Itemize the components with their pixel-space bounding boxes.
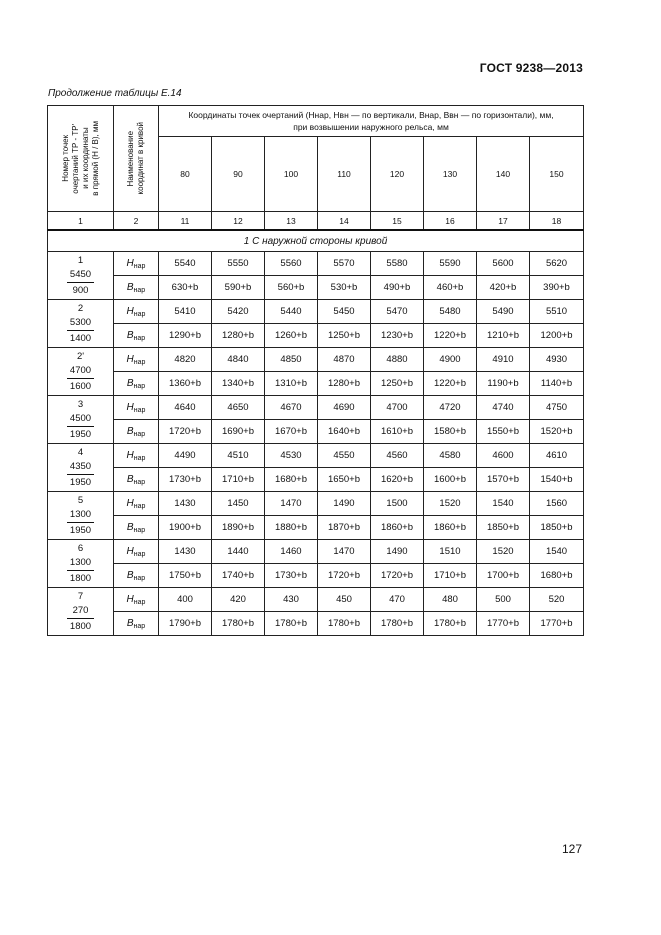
point-id: 6 <box>77 543 84 554</box>
elevation-header: 110 <box>318 137 371 212</box>
straight-h: 1300 <box>67 508 94 523</box>
coord-subscript: нар <box>133 334 146 342</box>
coordinate-label-h <box>114 396 159 420</box>
straight-b: 1800 <box>69 621 92 632</box>
straight-h: 1300 <box>67 556 94 571</box>
value-cell: 530+b <box>318 276 371 300</box>
header-coordinate-names-text: Наименование координат в кривой <box>126 122 145 195</box>
header-coordinates-line1: Координаты точек очертаний (Hнар, Hвн — по вертикали, Bнар, Bвн — по горизонтали), мм, <box>188 110 554 121</box>
table-caption: Продолжение таблицы Е.14 <box>48 88 182 99</box>
value-cell: 1900+b <box>159 516 212 540</box>
elevation-header: 100 <box>265 137 318 212</box>
coordinate-label-h <box>114 300 159 324</box>
value-cell: 1750+b <box>159 564 212 588</box>
table-row <box>48 276 584 300</box>
table-row <box>48 324 584 348</box>
value-cell: 1850+b <box>477 516 530 540</box>
coord-letter: B <box>126 569 134 581</box>
column-number: 11 <box>159 212 212 231</box>
straight-h: 5450 <box>67 268 94 283</box>
coordinate-label-h <box>114 444 159 468</box>
value-cell: 1860+b <box>371 516 424 540</box>
value-cell: 5590 <box>424 252 477 276</box>
value-cell: 5470 <box>371 300 424 324</box>
table-row <box>48 540 584 564</box>
coordinate-label-h <box>114 492 159 516</box>
point-cell <box>48 444 114 492</box>
value-cell: 4910 <box>477 348 530 372</box>
value-cell: 1250+b <box>318 324 371 348</box>
straight-b: 1600 <box>69 381 92 392</box>
value-cell: 4700 <box>371 396 424 420</box>
coord-letter: B <box>126 473 134 485</box>
value-cell: 1220+b <box>424 324 477 348</box>
value-cell: 1540 <box>530 540 584 564</box>
value-cell: 1230+b <box>371 324 424 348</box>
table-row <box>48 492 584 516</box>
value-cell: 1310+b <box>265 372 318 396</box>
value-cell: 1210+b <box>477 324 530 348</box>
value-cell: 5410 <box>159 300 212 324</box>
value-cell: 1510 <box>424 540 477 564</box>
value-cell: 4550 <box>318 444 371 468</box>
value-cell: 1780+b <box>371 612 424 636</box>
value-cell: 4640 <box>159 396 212 420</box>
value-cell: 5510 <box>530 300 584 324</box>
coordinate-label-b <box>114 276 159 300</box>
value-cell: 4750 <box>530 396 584 420</box>
value-cell: 1770+b <box>477 612 530 636</box>
value-cell: 4670 <box>265 396 318 420</box>
value-cell: 1540+b <box>530 468 584 492</box>
value-cell: 1430 <box>159 540 212 564</box>
straight-coordinates <box>67 268 94 297</box>
value-cell: 1780+b <box>265 612 318 636</box>
coord-letter: H <box>126 497 134 509</box>
straight-h: 4700 <box>67 364 94 379</box>
value-cell: 1680+b <box>265 468 318 492</box>
value-cell: 1650+b <box>318 468 371 492</box>
value-cell: 1720+b <box>159 420 212 444</box>
column-number: 17 <box>477 212 530 231</box>
straight-b: 1950 <box>69 525 92 536</box>
value-cell: 4840 <box>212 348 265 372</box>
value-cell: 1260+b <box>265 324 318 348</box>
coord-subscript: нар <box>133 430 146 438</box>
value-cell: 1220+b <box>424 372 477 396</box>
value-cell: 460+b <box>424 276 477 300</box>
value-cell: 1470 <box>318 540 371 564</box>
straight-b: 1400 <box>69 333 92 344</box>
value-cell: 5620 <box>530 252 584 276</box>
straight-h: 270 <box>67 604 94 619</box>
value-cell: 390+b <box>530 276 584 300</box>
value-cell: 1290+b <box>159 324 212 348</box>
value-cell: 1520 <box>477 540 530 564</box>
value-cell: 4600 <box>477 444 530 468</box>
value-cell: 5580 <box>371 252 424 276</box>
coord-subscript: нар <box>133 454 146 462</box>
value-cell: 4820 <box>159 348 212 372</box>
value-cell: 430 <box>265 588 318 612</box>
value-cell: 1540 <box>477 492 530 516</box>
point-id: 4 <box>77 447 84 458</box>
value-cell: 1850+b <box>530 516 584 540</box>
coordinate-label-b <box>114 372 159 396</box>
value-cell: 5560 <box>265 252 318 276</box>
value-cell: 1740+b <box>212 564 265 588</box>
point-id: 7 <box>77 591 84 602</box>
point-id: 1 <box>77 255 84 266</box>
value-cell: 1600+b <box>424 468 477 492</box>
value-cell: 1690+b <box>212 420 265 444</box>
value-cell: 1280+b <box>318 372 371 396</box>
column-number: 13 <box>265 212 318 231</box>
value-cell: 1440 <box>212 540 265 564</box>
point-id: 5 <box>77 495 84 506</box>
header-coordinate-names <box>114 106 159 212</box>
value-cell: 470 <box>371 588 424 612</box>
coord-letter: B <box>126 377 134 389</box>
point-cell <box>48 252 114 300</box>
table-row <box>48 612 584 636</box>
coordinate-label-b <box>114 612 159 636</box>
value-cell: 5480 <box>424 300 477 324</box>
value-cell: 1250+b <box>371 372 424 396</box>
header-point-numbers <box>48 106 114 212</box>
straight-b: 900 <box>72 285 89 296</box>
value-cell: 4690 <box>318 396 371 420</box>
table-row <box>48 588 584 612</box>
column-number: 15 <box>371 212 424 231</box>
section-title: 1 С наружной стороны кривой <box>48 230 584 252</box>
elevation-header: 150 <box>530 137 584 212</box>
value-cell: 1730+b <box>159 468 212 492</box>
coord-letter: B <box>126 617 134 629</box>
document-code: ГОСТ 9238—2013 <box>479 61 583 75</box>
value-cell: 4930 <box>530 348 584 372</box>
table-row <box>48 252 584 276</box>
value-cell: 500 <box>477 588 530 612</box>
table-body <box>48 230 584 636</box>
value-cell: 480 <box>424 588 477 612</box>
straight-h: 5300 <box>67 316 94 331</box>
value-cell: 1790+b <box>159 612 212 636</box>
point-cell <box>48 300 114 348</box>
value-cell: 4510 <box>212 444 265 468</box>
column-number: 12 <box>212 212 265 231</box>
straight-h: 4350 <box>67 460 94 475</box>
value-cell: 5570 <box>318 252 371 276</box>
value-cell: 1550+b <box>477 420 530 444</box>
elevation-header: 80 <box>159 137 212 212</box>
table-row <box>48 420 584 444</box>
coord-subscript: нар <box>133 622 146 630</box>
coord-letter: H <box>126 545 134 557</box>
coordinate-label-h <box>114 348 159 372</box>
table-row <box>48 564 584 588</box>
column-number: 2 <box>114 212 159 231</box>
coordinate-label-b <box>114 516 159 540</box>
value-cell: 1360+b <box>159 372 212 396</box>
value-cell: 4650 <box>212 396 265 420</box>
value-cell: 1500 <box>371 492 424 516</box>
value-cell: 1730+b <box>265 564 318 588</box>
coord-letter: B <box>126 521 134 533</box>
straight-coordinates <box>67 316 94 345</box>
table-row <box>48 372 584 396</box>
value-cell: 420+b <box>477 276 530 300</box>
value-cell: 1520+b <box>530 420 584 444</box>
value-cell: 4740 <box>477 396 530 420</box>
value-cell: 1870+b <box>318 516 371 540</box>
point-id: 3 <box>77 399 84 410</box>
coord-letter: H <box>126 353 134 365</box>
value-cell: 4880 <box>371 348 424 372</box>
value-cell: 5540 <box>159 252 212 276</box>
coordinate-label-b <box>114 420 159 444</box>
straight-b: 1950 <box>69 429 92 440</box>
coord-subscript: нар <box>133 478 146 486</box>
header-coordinates-group <box>159 106 584 137</box>
value-cell: 1140+b <box>530 372 584 396</box>
value-cell: 5450 <box>318 300 371 324</box>
table-row <box>48 444 584 468</box>
value-cell: 1670+b <box>265 420 318 444</box>
coordinate-label-b <box>114 324 159 348</box>
column-number: 16 <box>424 212 477 231</box>
value-cell: 590+b <box>212 276 265 300</box>
coord-letter: H <box>126 257 134 269</box>
coordinate-label-h <box>114 588 159 612</box>
point-cell <box>48 588 114 636</box>
value-cell: 1700+b <box>477 564 530 588</box>
straight-coordinates <box>67 412 94 441</box>
value-cell: 1620+b <box>371 468 424 492</box>
elevation-header: 140 <box>477 137 530 212</box>
value-cell: 490+b <box>371 276 424 300</box>
point-id: 2' <box>76 351 85 362</box>
coord-subscript: нар <box>133 286 146 294</box>
value-cell: 4850 <box>265 348 318 372</box>
page-number: 127 <box>561 842 582 856</box>
straight-coordinates <box>67 508 94 537</box>
header-point-numbers-text: Номер точек очертаний ТР - ТР' и их координаты в прямой (H / B), мм <box>60 121 100 196</box>
column-number: 1 <box>48 212 114 231</box>
value-cell: 4720 <box>424 396 477 420</box>
coordinate-label-h <box>114 252 159 276</box>
elevation-header: 120 <box>371 137 424 212</box>
value-cell: 5420 <box>212 300 265 324</box>
straight-h: 4500 <box>67 412 94 427</box>
coord-subscript: нар <box>133 382 146 390</box>
coord-letter: B <box>126 329 134 341</box>
column-number: 14 <box>318 212 371 231</box>
value-cell: 630+b <box>159 276 212 300</box>
header-coordinates-line2: при возвышении наружного рельса, мм <box>293 122 449 133</box>
value-cell: 1560 <box>530 492 584 516</box>
value-cell: 520 <box>530 588 584 612</box>
value-cell: 1610+b <box>371 420 424 444</box>
coordinates-table <box>47 105 584 636</box>
value-cell: 5600 <box>477 252 530 276</box>
coord-subscript: нар <box>133 310 146 318</box>
coord-letter: H <box>126 401 134 413</box>
straight-coordinates <box>67 460 94 489</box>
value-cell: 1780+b <box>424 612 477 636</box>
value-cell: 1860+b <box>424 516 477 540</box>
value-cell: 1490 <box>371 540 424 564</box>
value-cell: 1470 <box>265 492 318 516</box>
value-cell: 1570+b <box>477 468 530 492</box>
coord-subscript: нар <box>133 574 146 582</box>
point-cell <box>48 396 114 444</box>
value-cell: 560+b <box>265 276 318 300</box>
value-cell: 1640+b <box>318 420 371 444</box>
value-cell: 400 <box>159 588 212 612</box>
straight-coordinates <box>67 604 94 633</box>
coord-subscript: нар <box>133 262 146 270</box>
value-cell: 1720+b <box>318 564 371 588</box>
value-cell: 5550 <box>212 252 265 276</box>
value-cell: 5490 <box>477 300 530 324</box>
point-cell <box>48 348 114 396</box>
coord-subscript: нар <box>133 598 146 606</box>
coord-subscript: нар <box>133 358 146 366</box>
coord-subscript: нар <box>133 406 146 414</box>
value-cell: 1490 <box>318 492 371 516</box>
value-cell: 1190+b <box>477 372 530 396</box>
value-cell: 1680+b <box>530 564 584 588</box>
coord-letter: B <box>126 281 134 293</box>
point-id: 2 <box>77 303 84 314</box>
value-cell: 1720+b <box>371 564 424 588</box>
coord-subscript: нар <box>133 502 146 510</box>
value-cell: 4560 <box>371 444 424 468</box>
column-number: 18 <box>530 212 584 231</box>
straight-coordinates <box>67 556 94 585</box>
value-cell: 1340+b <box>212 372 265 396</box>
table-row <box>48 516 584 540</box>
value-cell: 450 <box>318 588 371 612</box>
straight-coordinates <box>67 364 94 393</box>
elevation-header: 90 <box>212 137 265 212</box>
value-cell: 1780+b <box>212 612 265 636</box>
value-cell: 1280+b <box>212 324 265 348</box>
coord-subscript: нар <box>133 526 146 534</box>
value-cell: 1770+b <box>530 612 584 636</box>
value-cell: 1580+b <box>424 420 477 444</box>
value-cell: 1460 <box>265 540 318 564</box>
value-cell: 1200+b <box>530 324 584 348</box>
coordinate-label-h <box>114 540 159 564</box>
value-cell: 1520 <box>424 492 477 516</box>
coordinate-label-b <box>114 468 159 492</box>
value-cell: 1890+b <box>212 516 265 540</box>
value-cell: 4900 <box>424 348 477 372</box>
column-number-row <box>48 212 584 231</box>
coord-letter: B <box>126 425 134 437</box>
value-cell: 1880+b <box>265 516 318 540</box>
coord-letter: H <box>126 593 134 605</box>
value-cell: 5440 <box>265 300 318 324</box>
coordinate-label-b <box>114 564 159 588</box>
table-row <box>48 348 584 372</box>
value-cell: 4610 <box>530 444 584 468</box>
coord-letter: H <box>126 305 134 317</box>
value-cell: 4580 <box>424 444 477 468</box>
value-cell: 1710+b <box>424 564 477 588</box>
table-row <box>48 468 584 492</box>
table-row <box>48 396 584 420</box>
table-row <box>48 300 584 324</box>
value-cell: 420 <box>212 588 265 612</box>
elevation-header: 130 <box>424 137 477 212</box>
point-cell <box>48 492 114 540</box>
point-cell <box>48 540 114 588</box>
value-cell: 1430 <box>159 492 212 516</box>
value-cell: 1780+b <box>318 612 371 636</box>
coord-letter: H <box>126 449 134 461</box>
value-cell: 4530 <box>265 444 318 468</box>
coord-subscript: нар <box>133 550 146 558</box>
value-cell: 4870 <box>318 348 371 372</box>
value-cell: 4490 <box>159 444 212 468</box>
value-cell: 1710+b <box>212 468 265 492</box>
straight-b: 1800 <box>69 573 92 584</box>
straight-b: 1950 <box>69 477 92 488</box>
value-cell: 1450 <box>212 492 265 516</box>
